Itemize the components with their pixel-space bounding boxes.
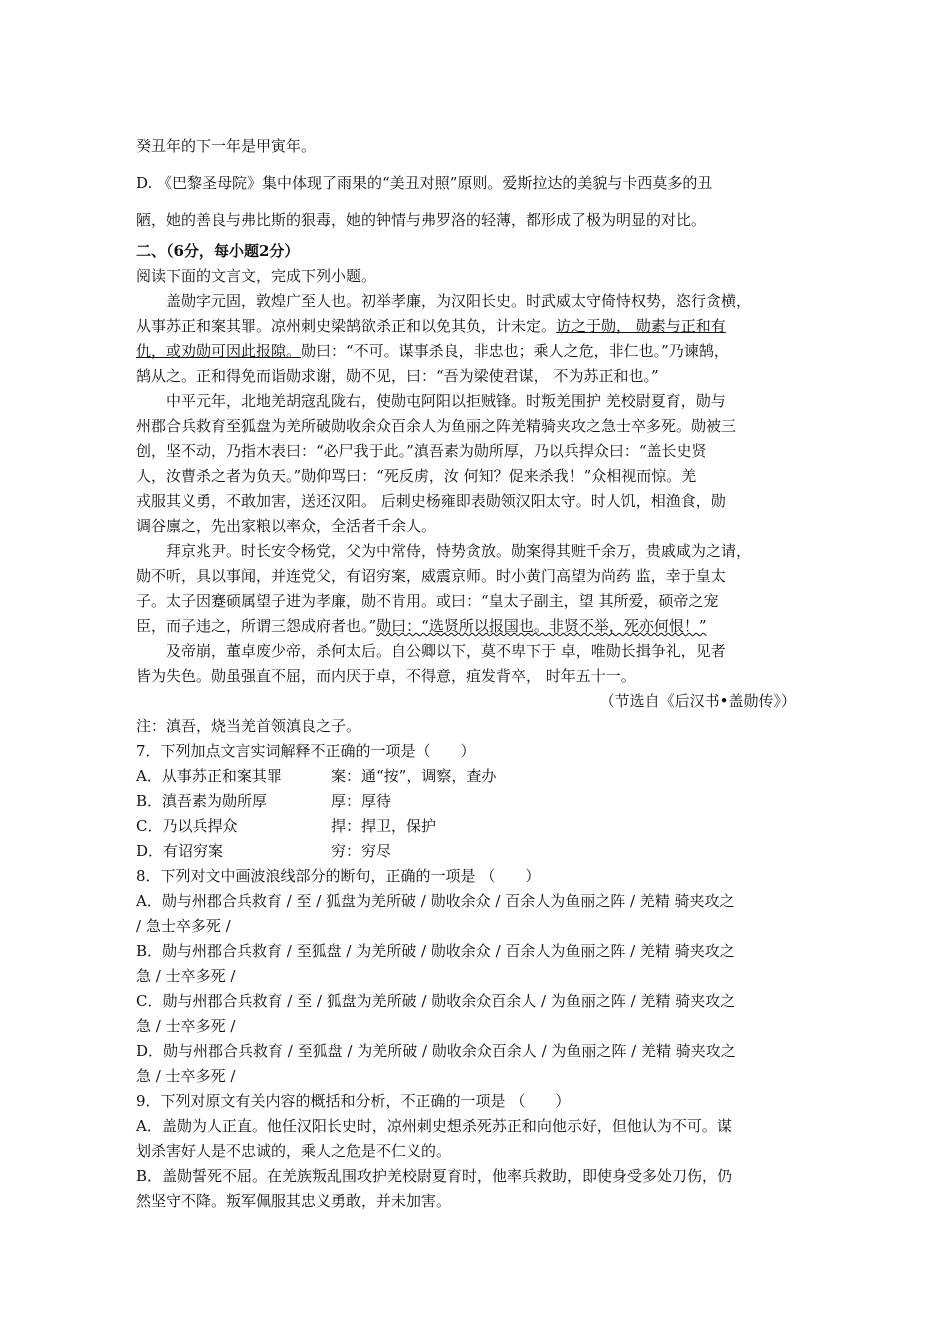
- passage-p1-line1: 盖勋字元固，敦煌广至人也。初举孝廉，为汉阳长史。时武威太守倚恃权势，恣行贪横，: [166, 292, 752, 310]
- wavy-underlined-text: 勋曰：“选贤所以报国也。非贤不举，死亦何恨！”: [376, 617, 707, 635]
- q9-option-b-line1: B．盖勋誓死不屈。在羌族叛乱围攻护羌校尉夏育时，他率兵救助，即使身受多处刀伤，仍: [136, 1167, 733, 1185]
- passage-p3-line2: 勋不听，具以事闻，并连党父，有诏穷案，威震京师。时小黄门高望为尚药 监，幸于皇太: [136, 567, 726, 585]
- q9-stem: 9．下列对原文有关内容的概括和分析，不正确的一项是 （ ）: [136, 1092, 571, 1110]
- passage-p3-line1: 拜京兆尹。时长安令杨党，父为中常侍，恃势贪放。勋案得其赃千余万，贵戚咸为之请，: [166, 542, 752, 560]
- passage-p2-line5: 戎服其义勇，不敢加害，送还汉阳。 后刺史杨雍即表勋领汉阳太守。时人饥，相渔食，勋: [136, 492, 726, 510]
- passage-p1-line4: 鹄从之。正和得免而诣勋求谢，勋不见，曰：“吾为梁使君谋， 不为苏正和也。”: [136, 367, 659, 385]
- q9-option-a-line2: 划杀害好人是不忠诚的，乘人之危是不仁义的。: [136, 1142, 452, 1160]
- passage-p3-line4: 臣，而子违之，所谓三怨成府者也。”勋曰：“选贤所以报国也。非贤不举，死亦何恨！”: [136, 617, 707, 635]
- passage-p2-line4: 人，汝曹杀之者为负天。”勋仰骂曰：“死反虏，汝 何知？促来杀我！”众相视而惊。羌: [136, 467, 697, 485]
- passage-p4-line2: 皆为失色。勋虽强直不屈，而内厌于卓，不得意，疽发背卒， 时年五十一。: [136, 667, 636, 685]
- passage-p2-line2: 州郡合兵救育至狐盘为羌所破勋收余众百余人为鱼丽之阵羌精骑夹攻之急士卒多死。勋被三: [136, 417, 737, 435]
- document-content: [136, 128, 816, 1214]
- q7-stem: 7．下列加点文言实词解释不正确的一项是（ ）: [136, 742, 476, 760]
- passage-p2-line1: 中平元年，北地羌胡寇乱陇右，使勋屯阿阳以拒贼锋。时叛羌围护 羌校尉夏育，勋与: [166, 392, 726, 410]
- section-heading: 二、（6分，每小题2分）: [136, 242, 300, 260]
- underlined-sentence-part1: 访之于勋， 勋素与正和有: [556, 317, 726, 335]
- q8-option-a-line2: / 急士卒多死 /: [136, 917, 231, 935]
- q8-option-b-line2: 急 / 士卒多死 /: [136, 967, 236, 985]
- q8-option-d-line1: D．勋与州郡合兵救育 / 至狐盘 / 为羌所破 / 勋收余众百余人 / 为鱼丽之阵 / 羌精 骑夹攻之: [136, 1042, 736, 1060]
- section-instruction: 阅读下面的文言文，完成下列小题。: [136, 267, 377, 285]
- prev-option-c-tail: 癸丑年的下一年是甲寅年。: [136, 137, 317, 155]
- q7-option-b: B．滇吾素为勋所厚 厚：厚待: [136, 792, 392, 810]
- passage-p2-line6: 调谷廪之，先出家粮以率众，全活者千余人。: [136, 517, 437, 535]
- passage-note: 注：滇吾，烧当羌首领滇良之子。: [136, 717, 362, 735]
- q8-option-d-line2: 急 / 士卒多死 /: [136, 1067, 236, 1085]
- passage-p2-line3: 创，坚不动，乃指木表曰：“必尸我于此。”滇吾素为勋所厚，乃以兵捍众曰：“盖长史贤: [136, 442, 707, 460]
- passage-p3-line3: 子。太子因蹇硕属望子进为孝廉，勋不肯用。或曰：“皇太子副主，望 其所爱，硕帝之宠: [136, 592, 719, 610]
- q7-option-c: C．乃以兵捍众 捍：捍卫，保护: [136, 817, 437, 835]
- q8-stem: 8．下列对文中画波浪线部分的断句，正确的一项是 （ ）: [136, 867, 541, 885]
- q7-option-d: D．有诏穷案 穷：穷尽: [136, 842, 392, 860]
- prev-option-d-line2: 陋，她的善良与弗比斯的狠毒，她的钟情与弗罗洛的轻薄，都形成了极为明显的对比。: [136, 211, 707, 229]
- prev-option-d-line1: D. 《巴黎圣母院》集中体现了雨果的“美丑对照”原则。爱斯拉达的美貌与卡西莫多的丑: [136, 174, 713, 192]
- q8-option-b-line1: B．勋与州郡合兵救育 / 至狐盘 / 为羌所破 / 勋收余众 / 百余人为鱼丽之阵 / 羌精 骑夹攻之: [136, 942, 735, 960]
- passage-p1-line2: 从事苏正和案其罪。凉州刺史梁鹄欲杀正和以免其负，计未定。访之于勋， 勋素与正和有: [136, 317, 726, 335]
- q8-option-a-line1: A．勋与州郡合兵救育 / 至 / 狐盘为羌所破 / 勋收余众 / 百余人为鱼丽之阵 / 羌精 骑夹攻之: [136, 892, 735, 910]
- q8-option-c-line1: C．勋与州郡合兵救育 / 至 / 狐盘为羌所破 / 勋收余众百余人 / 为鱼丽之阵 / 羌精 骑夹攻之: [136, 992, 736, 1010]
- underlined-sentence-part2: 仇，或劝勋可因此报隙。: [136, 342, 302, 360]
- passage-source: （节选自《后汉书•盖勋传》）: [599, 692, 796, 710]
- q9-option-a-line1: A．盖勋为人正直。他任汉阳长史时，凉州刺史想杀死苏正和向他示好，但他认为不可。谋: [136, 1117, 732, 1135]
- passage-p4-line1: 及帝崩，董卓废少帝，杀何太后。自公卿以下，莫不卑下于 卓，唯勋长揖争礼，见者: [166, 642, 726, 660]
- passage-p1-line3: 仇，或劝勋可因此报隙。勋曰：“不可。谋事杀良，非忠也；乘人之危，非仁也。”乃谏鹄，: [136, 342, 729, 360]
- q9-option-b-line2: 然坚守不降。叛军佩服其忠义勇敢，并未加害。: [136, 1192, 452, 1210]
- q7-option-a: A．从事苏正和案其罪 案：通“按”，调察，查办: [136, 767, 497, 785]
- q8-option-c-line2: 急 / 士卒多死 /: [136, 1017, 236, 1035]
